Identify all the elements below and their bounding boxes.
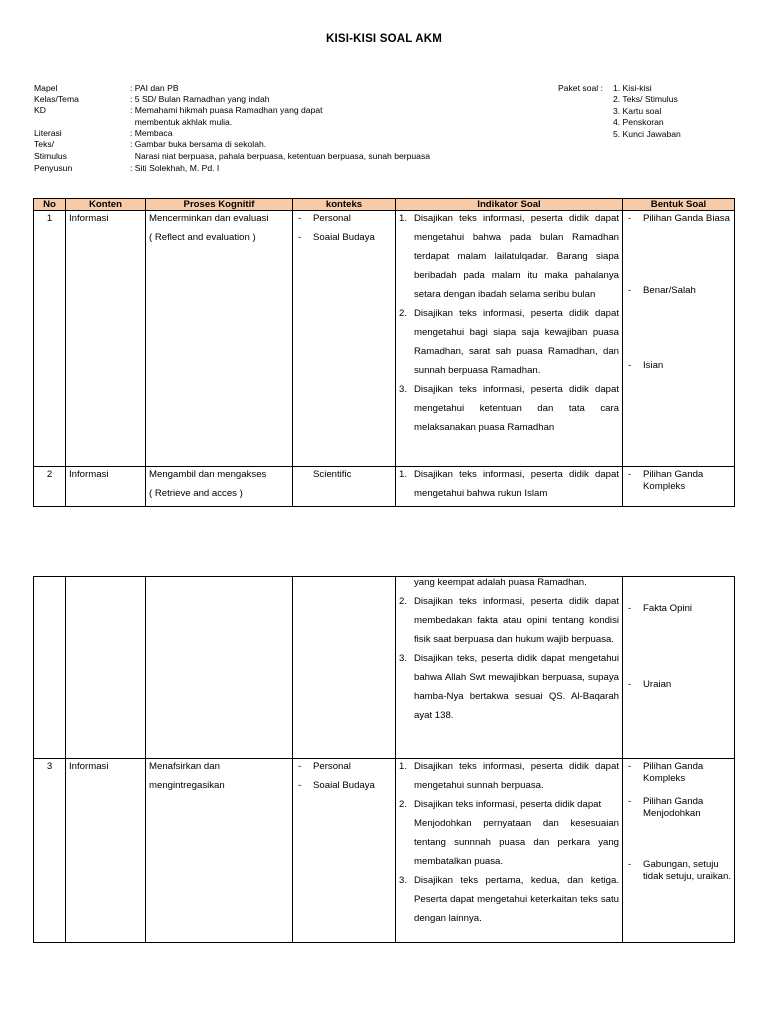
proses-line: Mengambil dan mengakses: [149, 469, 267, 480]
konteks-item: Scientific: [313, 469, 352, 480]
meta-label: Kelas/Tema: [34, 94, 79, 104]
row-no: 3: [34, 759, 66, 943]
proses-line: ( Reflect and evaluation ): [149, 232, 256, 243]
row-konten: [66, 577, 146, 759]
table-row: [34, 211, 735, 467]
konteks-item: - Soaial Budaya: [298, 780, 375, 791]
row-proses: [146, 211, 293, 467]
row-no: [34, 577, 66, 759]
kisi-table-2: [33, 576, 735, 943]
bentuk-item: - Fakta Opini: [628, 603, 693, 614]
meta-value: : Memahami hikmah puasa Ramadhan yang dapat: [130, 105, 323, 115]
meta-value: : PAI dan PB: [130, 83, 179, 93]
row-proses: [146, 577, 293, 759]
table-header-row: [34, 199, 735, 211]
bentuk-item: - Pilihan Ganda Kompleks: [628, 469, 704, 492]
bentuk-item: - Gabungan, setuju tidak setuju, uraikan.: [628, 859, 731, 882]
row-proses: [146, 759, 293, 943]
paket-item: 5. Kunci Jawaban: [613, 129, 681, 139]
konteks-item: - Personal: [298, 761, 351, 772]
meta-label: Penyusun: [34, 163, 73, 173]
row-bentuk: [623, 759, 735, 943]
header-indikator: Indikator Soal: [396, 199, 623, 211]
meta-value: membentuk akhlak mulia.: [130, 117, 233, 127]
bentuk-item: - Pilihan Ganda Kompleks: [628, 761, 704, 784]
row-konten: Informasi: [66, 467, 146, 507]
indikator-item: 2. Disajikan teks informasi, peserta didik dapat Menjodohkan pernyataan dan kesesuaian tentang sunnnah puasa dan perkara yang membatalkan puasa.: [399, 799, 619, 867]
header-bentuk: Bentuk Soal: [623, 199, 735, 211]
header-konten: Konten: [66, 199, 146, 211]
meta-label: Teks/ Stimulus: [34, 139, 67, 161]
indikator-item: 3. Disajikan teks pertama, kedua, dan ketiga. Peserta dapat mengetahui keterkaitan teks satu dengan lainnya.: [399, 875, 619, 924]
proses-line: ( Retrieve and acces ): [149, 488, 243, 499]
meta-label: KD: [34, 105, 46, 115]
row-indikator: [396, 211, 623, 467]
row-bentuk: [623, 467, 735, 507]
paket-label: Paket soal :: [558, 83, 603, 93]
row-indikator: [396, 577, 623, 759]
table-row: [34, 759, 735, 943]
row-konten: Informasi: [66, 759, 146, 943]
header-no: No: [34, 199, 66, 211]
paket-item: 1. Kisi-kisi: [613, 83, 652, 93]
meta-value: : Membaca: [130, 128, 173, 138]
bentuk-item: - Uraian: [628, 678, 672, 690]
row-konteks: [293, 467, 396, 507]
proses-line: Menafsirkan dan: [149, 761, 220, 772]
table-row: [34, 577, 735, 759]
bentuk-item: - Isian: [628, 360, 664, 371]
table-row: [34, 467, 735, 507]
row-indikator: [396, 759, 623, 943]
indikator-item: 2. Disajikan teks informasi, peserta didik dapat membedakan fakta atau opini tentang kondisi fisik saat berpuasa dan hukum wajib berpuasa.: [399, 596, 619, 645]
row-indikator: [396, 467, 623, 507]
paket-item: 3. Kartu soal: [613, 106, 662, 116]
row-konteks: [293, 211, 396, 467]
row-no: 1: [34, 211, 66, 467]
indikator-item: 1. Disajikan teks informasi, peserta didik dapat mengetahui bahwa rukun Islam: [399, 469, 619, 499]
paket-item: 4. Penskoran: [613, 117, 664, 127]
konteks-item: - Personal: [298, 213, 351, 224]
proses-line: mengintregasikan: [149, 780, 225, 791]
bentuk-item: - Benar/Salah: [628, 284, 696, 296]
konteks-item: - Soaial Budaya: [298, 232, 375, 243]
row-bentuk: [623, 577, 735, 759]
page-title: KISI-KISI SOAL AKM: [325, 33, 443, 45]
row-konteks: [293, 759, 396, 943]
indikator-item: 1. Disajikan teks informasi, peserta didik dapat mengetahui sunnah berpuasa.: [399, 761, 619, 791]
row-konten: Informasi: [66, 211, 146, 467]
indikator-item: 1. Disajikan teks informasi, peserta didik dapat mengetahui bahwa pada bulan Ramadhan terdapat malam lailatulqadar. Barang siapa beribadah pada malam itu maka pahalanya setara dengan ibadah selama seribu bulan: [399, 213, 619, 300]
header-proses: Proses Kognitif: [146, 199, 293, 211]
meta-value: : 5 SD/ Bulan Ramadhan yang indah: [130, 94, 270, 104]
meta-label: Literasi: [34, 128, 62, 138]
row-no: 2: [34, 467, 66, 507]
proses-line: Mencerminkan dan evaluasi: [149, 213, 269, 224]
bentuk-item: - Pilihan Ganda Menjodohkan: [628, 796, 704, 819]
indikator-item: 2. Disajikan teks informasi, peserta didik dapat mengetahui bagi siapa saja kewajiban puasa Ramadhan, sarat sah puasa Ramadhan, dan sunnah berpuasa Ramadhan.: [399, 308, 619, 376]
row-bentuk: [623, 211, 735, 467]
meta-value: : Siti Solekhah, M. Pd. I: [130, 163, 220, 173]
meta-label: Mapel: [34, 83, 58, 93]
row-konteks: [293, 577, 396, 759]
kisi-table-1: [33, 198, 735, 507]
header-konteks: konteks: [293, 199, 396, 211]
row-proses: [146, 467, 293, 507]
indikator-item: 3. Disajikan teks informasi, peserta didik dapat mengetahui ketentuan dan tata cara melaksanakan puasa Ramadhan: [399, 384, 619, 433]
indikator-continued: yang keempat adalah puasa Ramadhan.: [414, 577, 587, 588]
bentuk-item: - Pilihan Ganda Biasa: [628, 213, 730, 224]
indikator-item: 3. Disajikan teks, peserta didik dapat mengetahui bahwa Allah Swt mewajibkan berpuasa, supaya hamba-Nya bertakwa sesuai QS. Al-Baqarah ayat 138.: [399, 653, 619, 721]
meta-value: Narasi niat berpuasa, pahala berpuasa, ketentuan berpuasa, sunah berpuasa: [130, 151, 431, 161]
paket-item: 2. Teks/ Stimulus: [613, 94, 678, 104]
meta-value: : Gambar buka bersama di sekolah.: [130, 139, 267, 149]
